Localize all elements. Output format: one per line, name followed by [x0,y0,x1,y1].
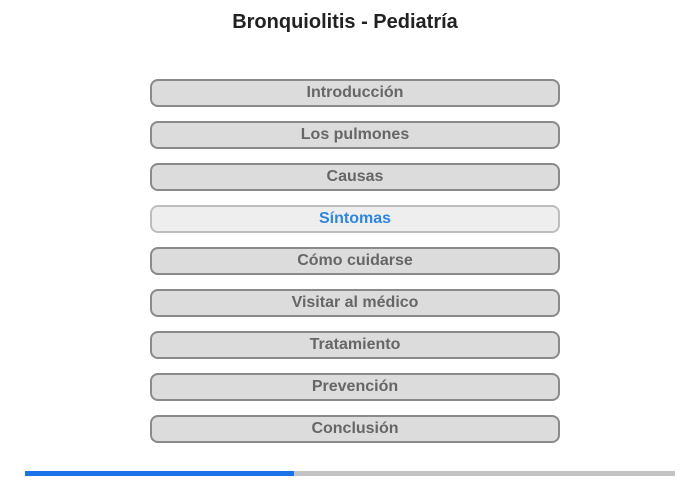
section-menu [150,79,560,457]
menu-item-visitar-al-medico[interactable]: Visitar al médico [150,289,560,317]
menu-item-conclusion[interactable]: Conclusión [150,415,560,443]
menu-item-tratamiento[interactable]: Tratamiento [150,331,560,359]
menu-item-como-cuidarse[interactable]: Cómo cuidarse [150,247,560,275]
page-title: Bronquiolitis - Pediatría [232,11,458,33]
menu-item-introduccion[interactable]: Introducción [150,79,560,107]
menu-item-los-pulmones[interactable]: Los pulmones [150,121,560,149]
menu-item-prevencion[interactable]: Prevención [150,373,560,401]
progress-bar [25,471,675,476]
menu-item-sintomas[interactable]: Síntomas [150,205,560,233]
progress-bar-fill [25,471,294,476]
menu-item-causas[interactable]: Causas [150,163,560,191]
